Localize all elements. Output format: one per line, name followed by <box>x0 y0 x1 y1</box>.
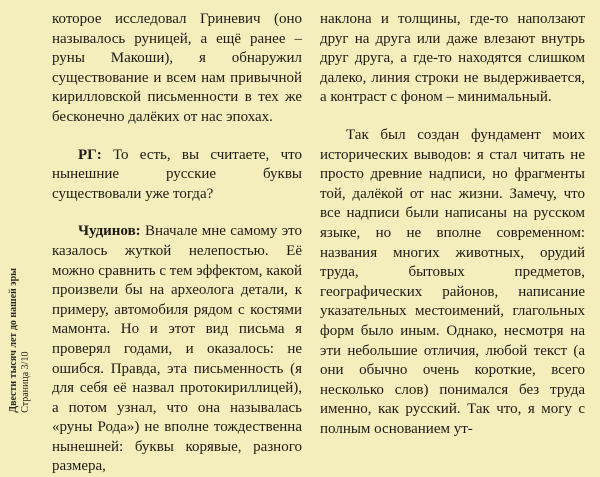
right-column <box>320 10 585 439</box>
paragraph-text: То есть, вы считаете, что нынешние русские буквы существовали уже тогда? <box>52 146 302 202</box>
page-number: Страница 3/10 <box>20 351 31 413</box>
running-title: Двести тысяч лет до нашей эры <box>8 268 19 413</box>
paragraph-answer <box>52 222 302 477</box>
paragraph-text: Вначале мне самому это казалось жуткой нелепостью. Её можно сравнить с тем эффектом, какой произвели бы на археолога детали, к примеру, автомобиля рядом с костями мамонта. Но и этот вид письма я проверял годами, и оказалось: не ошибся. Правда, эта письменность (я для себя её назвал протокириллицей), а потом узнал, что она называлась «руны Рода») не вполне тождественна нынешней: буквы корявые, разного размера, <box>52 223 303 475</box>
left-column <box>52 10 302 477</box>
paragraph: Так был создан фундамент моих исторических выводов: я стал читать не просто древние надписи, но фрагменты той, далёкой от нас жизни. Замечу, что все надписи были написаны на русском языке, но не вполне современном: названия многих животных, орудий труда, бытовых предметов, географических районов, написание указательных местоимений, глагольных форм было иным. Однако, несмотря на эти небольшие отличия, любой текст (а они обычно очень короткие, всего несколько слов) понимался без труда именно, как русский. Так что, я могу с полным основанием ут- <box>320 126 585 437</box>
paragraph: наклона и толщины, где-то наползают друг на друга или даже влезают внутрь друг друга, а где-то находятся слишком далеко, линия строки не выдерживается, а контраст с фоном – минимальный. <box>320 11 585 106</box>
paragraph: которое исследовал Гриневич (оно называлось руницей, а ещё ранее – руны Макоши), я обнаружил существование и всем нам привычной кирилловской письменности в тех же бесконечно далёких от нас эпохах. <box>52 11 302 125</box>
paragraph-question <box>52 146 302 205</box>
page-margin-label <box>8 268 32 413</box>
speaker-label: Чудинов: <box>78 223 141 240</box>
speaker-label: РГ: <box>78 146 102 163</box>
